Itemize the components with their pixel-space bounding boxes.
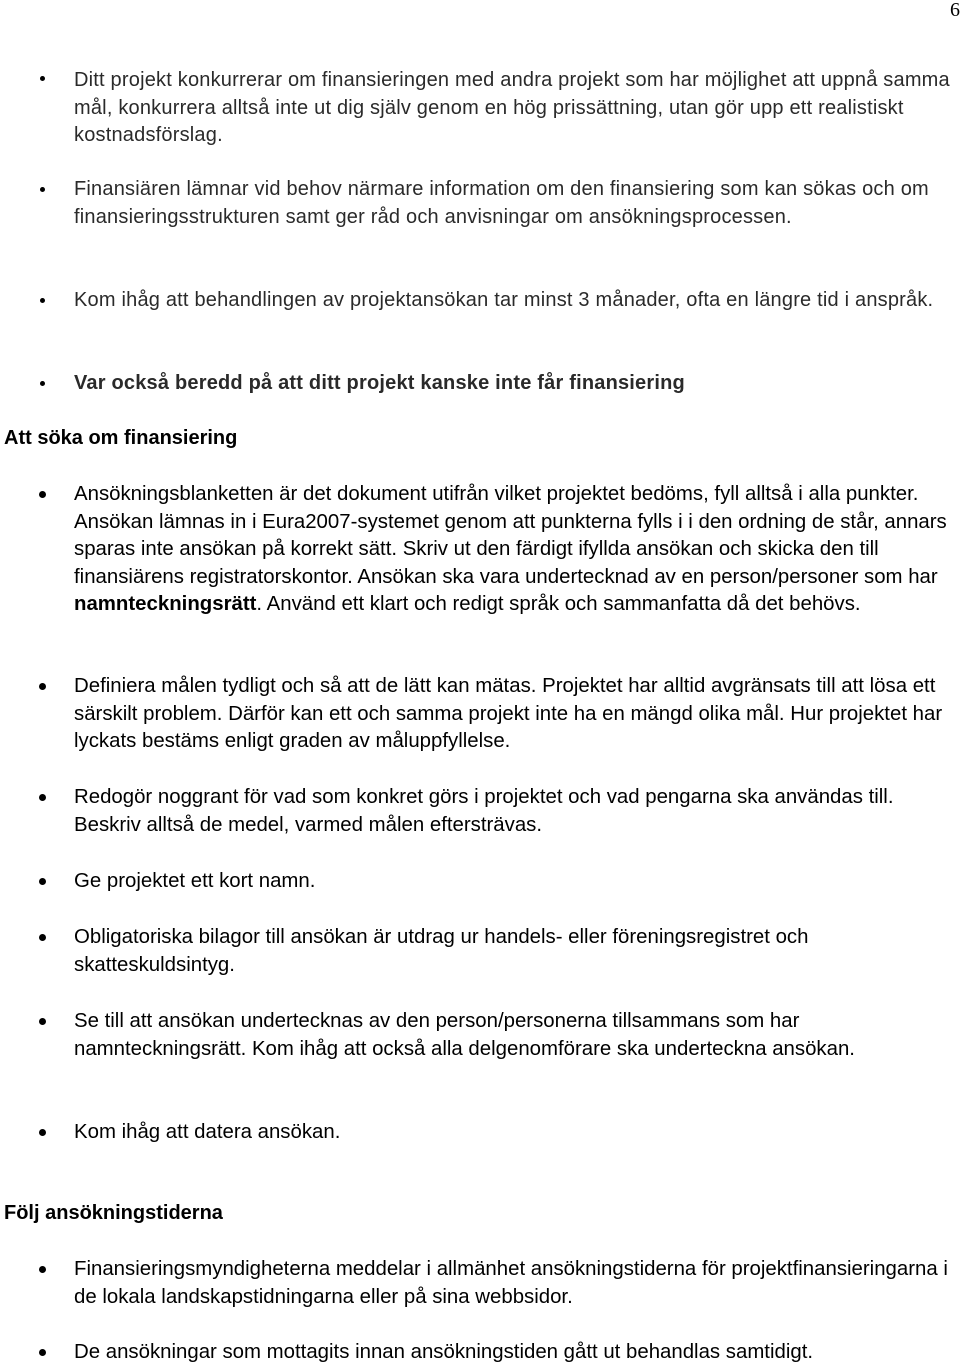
list-item-text [74, 481, 960, 619]
list-item-text: Finansiären lämnar vid behov närmare information om den finansiering som kan sökas och om finansieringsstrukturen samt ger råd och anvisningar om ansökningsprocessen. [74, 178, 929, 228]
emphasis-text: namnteckningsrätt [74, 593, 257, 616]
bullet-icon [40, 187, 45, 192]
bullet-icon [39, 683, 46, 690]
bullet-icon [39, 1018, 46, 1025]
list-item-text: Se till att ansökan undertecknas av den person/personerna tillsammans som har namnteckningsrätt. Kom ihåg att också alla delgenomförare ska underteckna ansökan. [74, 1010, 855, 1060]
list-item-text: De ansökningar som mottagits innan ansökningstiden gått ut behandlas samtidigt. [74, 1341, 814, 1363]
list-item-text: Finansieringsmyndigheterna meddelar i allmänhet ansökningstiderna för projektfinansieringarna i de lokala landskapstidningarna eller på sina webbsidor. [74, 1258, 948, 1308]
bullet-icon [40, 298, 45, 303]
bullet-icon [39, 491, 46, 498]
bullet-icon [39, 934, 46, 941]
list-item-text: Kom ihåg att behandlingen av projektansökan tar minst 3 månader, ofta en längre tid i anspråk. [74, 289, 934, 311]
bullet-icon [40, 76, 45, 81]
list-item-text: Kom ihåg att datera ansökan. [74, 1121, 341, 1143]
text-part: . Använd ett klart och redigt språk och sammanfatta då det behövs. [256, 593, 861, 616]
bullet-icon [39, 1266, 46, 1273]
text-part: Ansökningsblanketten är det dokument utifrån vilket projektet bedöms, fyll alltså i alla punkter. Ansökan lämnas in i Eura2007-systemet genom att punkterna fylls i i den ordning de står, annars sparas inte ansökan på korrekt sätt. Skriv ut den färdigt ifyllda ansökan och skicka den till finansiärens registratorskontor. Ansökan ska vara undertecknad av en person/personer som har [74, 483, 947, 588]
list-item-text: Obligatoriska bilagor till ansökan är utdrag ur handels- eller föreningsregistret och skatteskuldsintyg. [74, 926, 809, 976]
bullet-icon [39, 878, 46, 885]
bullet-icon [40, 381, 45, 386]
list-item-text: Ditt projekt konkurrerar om finansieringen med andra projekt som har möjlighet att uppnå samma mål, konkurrera alltså inte ut dig själv genom en hög prissättning, utan gör upp ett realistiskt kostnadsförslag. [74, 69, 950, 147]
list-item-text: Redogör noggrant för vad som konkret görs i projektet och vad pengarna ska användas till. Beskriv alltså de medel, varmed målen eftersträvas. [74, 786, 894, 836]
page-number: 6 [950, 0, 960, 21]
list-item-text: Definiera målen tydligt och så att de lätt kan mätas. Projektet har alltid avgränsats till att lösa ett särskilt problem. Därför kan ett och samma projekt inte ha en mängd olika mål. Hur projektet har lyckats bestäms enligt graden av måluppfyllelse. [74, 675, 943, 753]
section-heading: Följ ansökningstiderna [4, 1202, 223, 1224]
list-item-text: Var också beredd på att ditt projekt kanske inte får finansiering [74, 372, 685, 394]
bullet-icon [39, 1349, 46, 1356]
bullet-icon [39, 794, 46, 801]
section-heading: Att söka om finansiering [4, 427, 238, 449]
bullet-icon [39, 1129, 46, 1136]
list-item-text: Ge projektet ett kort namn. [74, 870, 316, 892]
